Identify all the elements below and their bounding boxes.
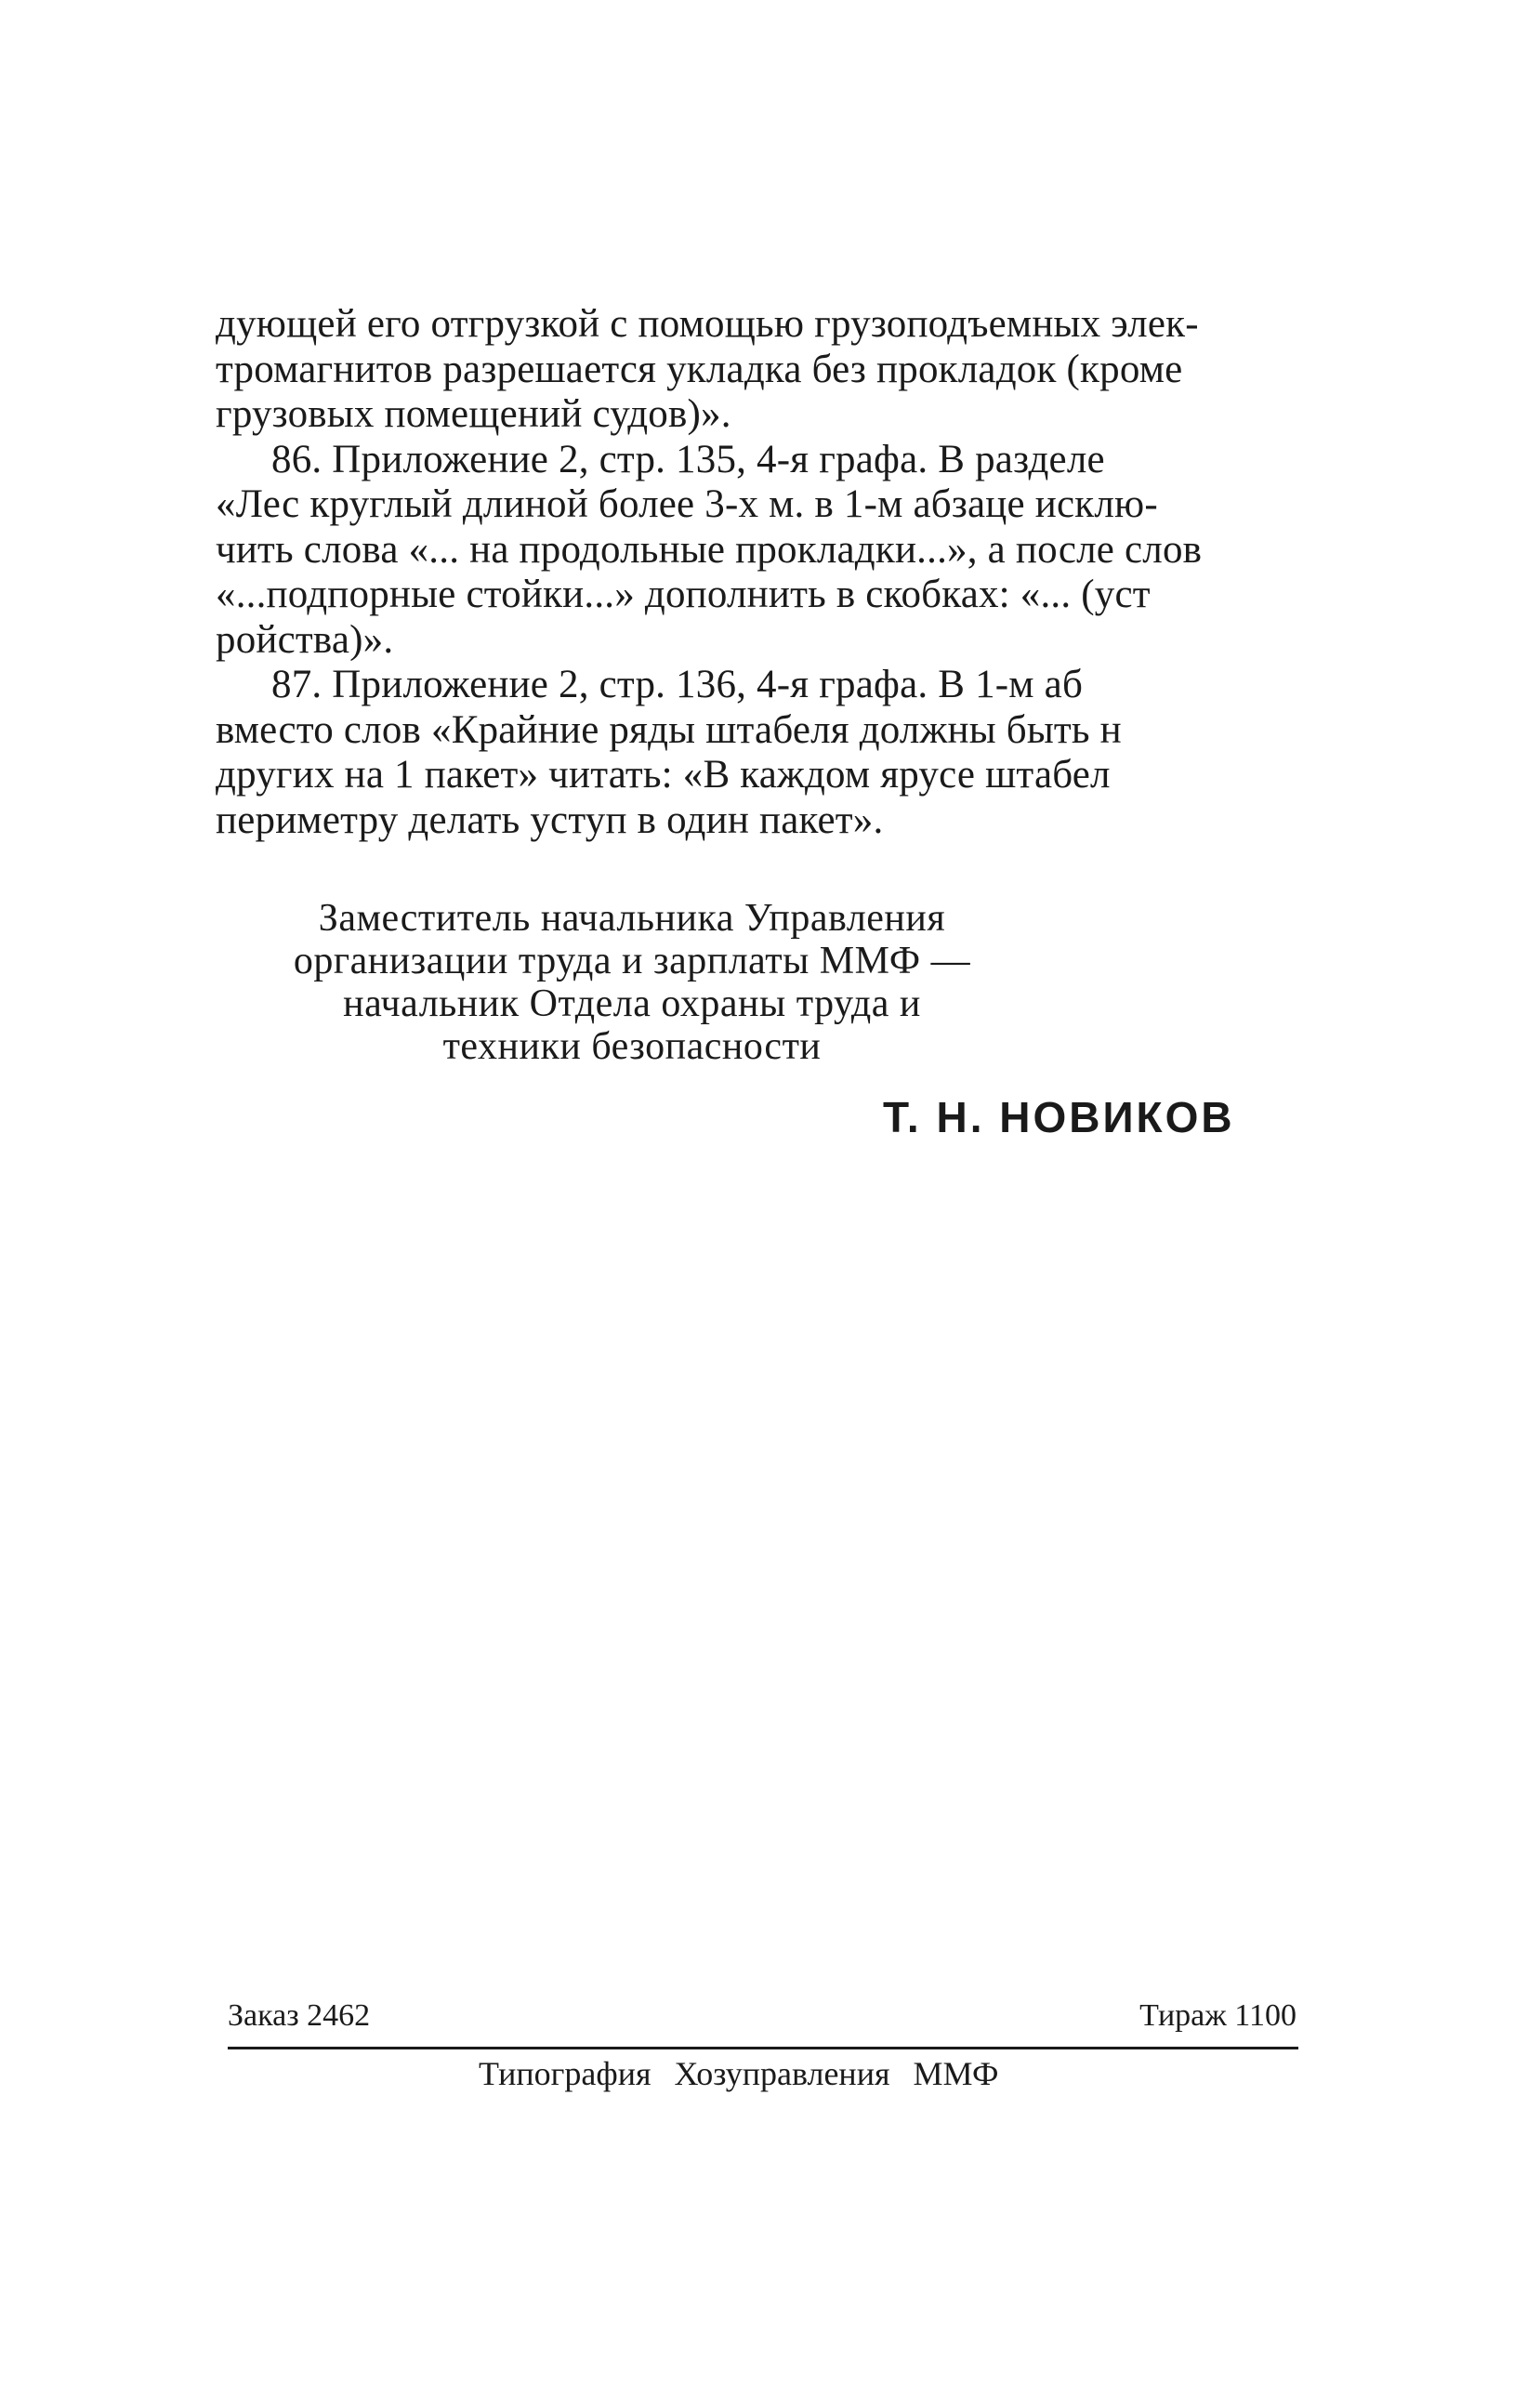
text-line: 86. Приложение 2, стр. 135, 4-я графа. В разделе xyxy=(271,437,1105,481)
text-line: чить слова «... на продольные прокладки...», а после слов xyxy=(216,527,1203,572)
signatory-title-line: Заместитель начальника Управления xyxy=(318,897,946,940)
signatory-title-line: организации труда и зарплаты ММФ — xyxy=(293,940,971,982)
print-run: Тираж 1100 xyxy=(1139,1998,1296,2033)
imprint-row xyxy=(228,1998,1296,2045)
text-line: «Лес круглый длиной более 3-х м. в 1-м абзаце исклю- xyxy=(216,482,1158,526)
text-line: грузовых помещений судов)». xyxy=(216,392,731,436)
body-text xyxy=(216,302,1301,843)
text-line: тромагнитов разрешается укладка без прокладок (кроме xyxy=(216,347,1183,391)
signatory-title-line: техники безопасности xyxy=(442,1025,822,1068)
text-line: «...подпорные стойки...» дополнить в скобках: «... (уст xyxy=(216,573,1151,616)
signatory-name: Т. Н. НОВИКОВ xyxy=(883,1093,1235,1141)
imprint-divider xyxy=(228,2047,1298,2049)
text-line: дующей его отгрузкой с помощью грузоподъемных элек- xyxy=(216,302,1199,346)
text-line: вместо слов «Крайние ряды штабеля должны быть н xyxy=(216,707,1122,752)
printer-name: Типография Хозуправления ММФ xyxy=(479,2055,999,2092)
order-number: Заказ 2462 xyxy=(228,1998,371,2033)
signatory-title xyxy=(223,897,1041,1068)
text-line: других на 1 пакет» читать: «В каждом ярусе штабел xyxy=(216,753,1111,797)
signatory-title-line: начальник Отдела охраны труда и xyxy=(343,982,921,1025)
text-line: периметру делать уступ в один пакет». xyxy=(216,797,884,842)
text-line: 87. Приложение 2, стр. 136, 4-я графа. В 1-м аб xyxy=(271,663,1084,706)
text-line: ройства)». xyxy=(216,617,394,662)
